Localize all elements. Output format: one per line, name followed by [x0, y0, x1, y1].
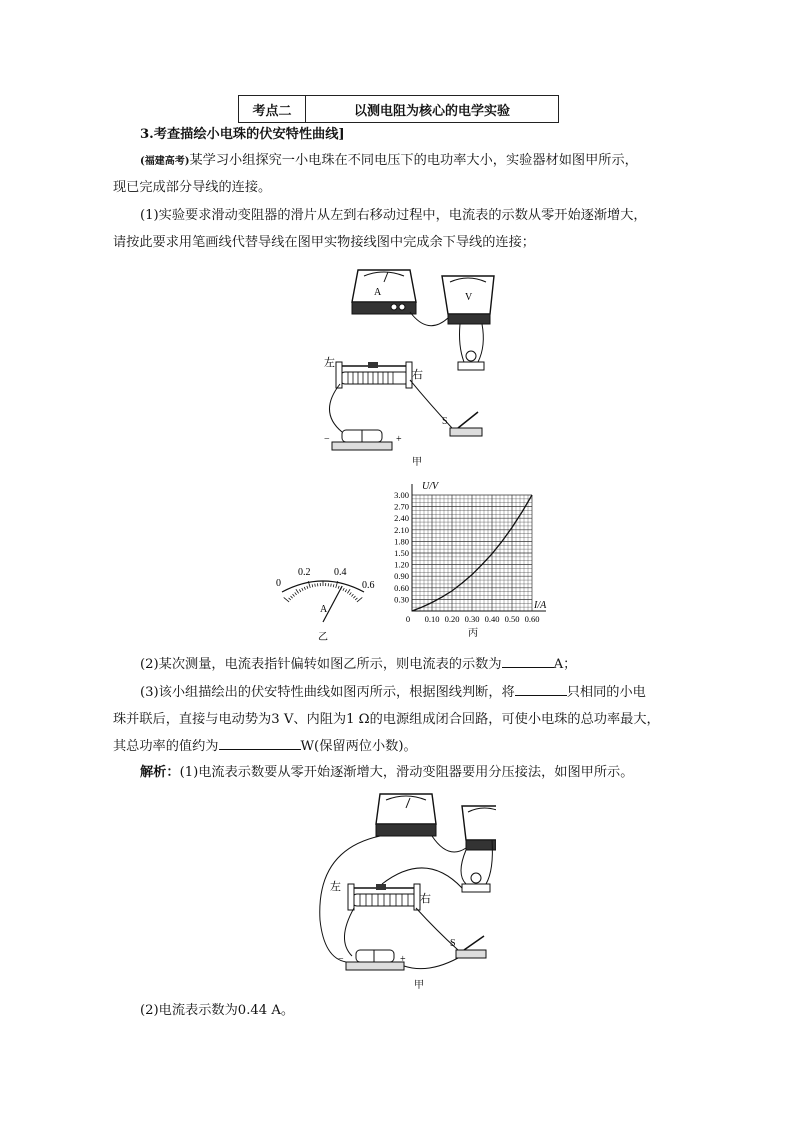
y-tick-label: 2.40: [394, 513, 409, 524]
dial-tick: [295, 592, 297, 594]
q1-line2: 请按此要求用笔画线代替导线在图甲实物接线图中完成余下导线的连接；: [113, 235, 535, 250]
right-label: 右: [420, 893, 431, 905]
dial-tick: [343, 588, 344, 591]
dial-tick: [331, 584, 332, 587]
x-tick-label: 0.40: [484, 614, 500, 624]
dial-tick-0: 0: [276, 578, 281, 589]
q3-text-d: W(保留两位小数)。: [300, 739, 417, 754]
x-tick-label: 0: [405, 614, 411, 624]
intro-text-2: 现已完成部分导线的连接。: [113, 180, 272, 195]
q2-blank[interactable]: [502, 653, 554, 668]
ammeter-icon: [376, 794, 436, 836]
dial-tick: [307, 586, 308, 589]
y-tick-label: 1.50: [394, 548, 409, 558]
ammeter-label: A: [374, 287, 382, 298]
q2-text: (2)某次测量，电流表指针偏转如图乙所示，则电流表的示数为: [140, 657, 502, 672]
q3-line2: 珠并联后，直接与电动势为3 V、内阻为1 Ω的电源组成闭合回路，可使小电珠的总功率最大，: [113, 712, 660, 727]
switch-icon: [450, 412, 482, 436]
iv-chart: [382, 480, 558, 642]
dial-tick: [299, 589, 301, 592]
source-tag: (福建高考): [140, 156, 190, 167]
dial-caption: 乙: [318, 632, 328, 643]
plus-label: +: [396, 434, 402, 445]
chart-caption: 丙: [468, 628, 478, 639]
left-label: 左: [330, 881, 341, 893]
topic-header: [238, 95, 559, 123]
dial-tick: [304, 587, 305, 590]
rheostat-icon: [336, 362, 412, 388]
dial-tick: [349, 592, 351, 594]
x-tick-label: 0.20: [444, 614, 460, 624]
dial-tick: [296, 589, 299, 593]
dial-tick: [291, 596, 293, 598]
topic-title: 以测电阻为核心的电学实验: [306, 96, 559, 123]
x-tick-label: 0.30: [464, 614, 480, 624]
dial-tick: [353, 596, 355, 598]
dial-tick: [333, 584, 334, 587]
q3-text-b: 只相同的小电: [566, 685, 646, 700]
voltmeter-label: V: [465, 292, 473, 303]
dial-tick: [347, 589, 350, 593]
plus-label: +: [400, 954, 406, 965]
q3-blank-count[interactable]: [515, 681, 567, 696]
minus-label: −: [324, 434, 330, 445]
voltmeter-icon: [462, 806, 496, 850]
y-tick-label: 3.00: [394, 490, 409, 500]
x-axis-label: I/A: [534, 600, 547, 611]
circuit-figure-answer: [316, 790, 496, 990]
left-label: 左: [324, 357, 335, 369]
dial-unit: A: [320, 604, 328, 615]
q3-line1: [113, 681, 683, 704]
y-tick-label: 1.80: [394, 536, 409, 547]
circuit-figure-a: [318, 262, 498, 467]
y-tick-label: 2.10: [394, 524, 409, 535]
dial-tick: [284, 597, 289, 601]
figure-answer-caption: 甲: [414, 980, 424, 990]
dial-tick: [357, 597, 362, 601]
dial-tick: [289, 598, 291, 600]
x-tick-label: 0.50: [504, 614, 520, 624]
ammeter-icon: [352, 270, 416, 314]
dial-tick: [351, 594, 353, 596]
battery-icon: [346, 950, 404, 970]
section-title: 3.考查描绘小电珠的伏安特性曲线]: [140, 127, 345, 142]
q3-text-a: (3)该小组描绘出的伏安特性曲线如图丙所示，根据图线判断，将: [140, 685, 515, 700]
q3-text-c: 其总功率的值约为: [113, 739, 219, 754]
q2-paragraph: [113, 653, 683, 676]
analysis-paragraph: [113, 762, 683, 784]
switch-label: S: [442, 416, 448, 427]
y-axis-label: U/V: [422, 481, 439, 492]
switch-icon: [456, 936, 486, 958]
figure-a-caption: 甲: [412, 457, 422, 467]
switch-label: S: [450, 938, 456, 949]
q2-unit: A；: [553, 657, 577, 672]
y-tick-label: 1.20: [394, 559, 409, 570]
right-label: 右: [412, 369, 423, 381]
y-tick-label: 0.60: [394, 582, 409, 593]
intro-text: 某学习小组探究一小电珠在不同电压下的电功率大小，实验器材如图甲所示，: [189, 153, 638, 168]
battery-icon: [332, 430, 392, 450]
dial-tick-0-4: 0.4: [334, 567, 347, 578]
analysis-label: 解析：: [140, 765, 180, 780]
y-tick-label: 0.90: [394, 571, 409, 582]
intro-paragraph: [113, 150, 683, 173]
q3-blank-power[interactable]: [219, 735, 301, 750]
voltmeter-icon: [442, 276, 494, 324]
dial-tick-0-6: 0.6: [362, 580, 375, 591]
rheostat-icon: [348, 884, 420, 910]
ammeter-dial: [268, 560, 378, 645]
dial-tick-0-2: 0.2: [298, 567, 311, 578]
x-tick-label: 0.60: [524, 614, 540, 624]
analysis-text: (1)电流表示数要从零开始逐渐增大，滑动变阻器要用分压接法，如图甲所示。: [179, 765, 634, 780]
q1-line1: (1)实验要求滑动变阻器的滑片从左到右移动过程中，电流表的示数从零开始逐渐增大，: [140, 208, 647, 223]
minus-label: −: [338, 954, 344, 965]
dial-tick: [293, 594, 295, 596]
dial-tick: [355, 598, 357, 600]
dial-tick: [345, 589, 347, 592]
dial-tick: [315, 584, 316, 587]
dial-tick: [312, 584, 313, 587]
bulb-icon: [462, 873, 490, 892]
dial-tick: [338, 586, 339, 589]
answer-2: (2)电流表示数为0.44 A。: [140, 1003, 295, 1018]
y-tick-label: 2.70: [394, 501, 409, 512]
y-tick-label: 0.30: [394, 594, 409, 605]
x-tick-label: 0.10: [424, 614, 440, 624]
q3-line3: [113, 735, 683, 758]
topic-label: 考点二: [239, 96, 306, 123]
dial-tick: [302, 588, 303, 591]
